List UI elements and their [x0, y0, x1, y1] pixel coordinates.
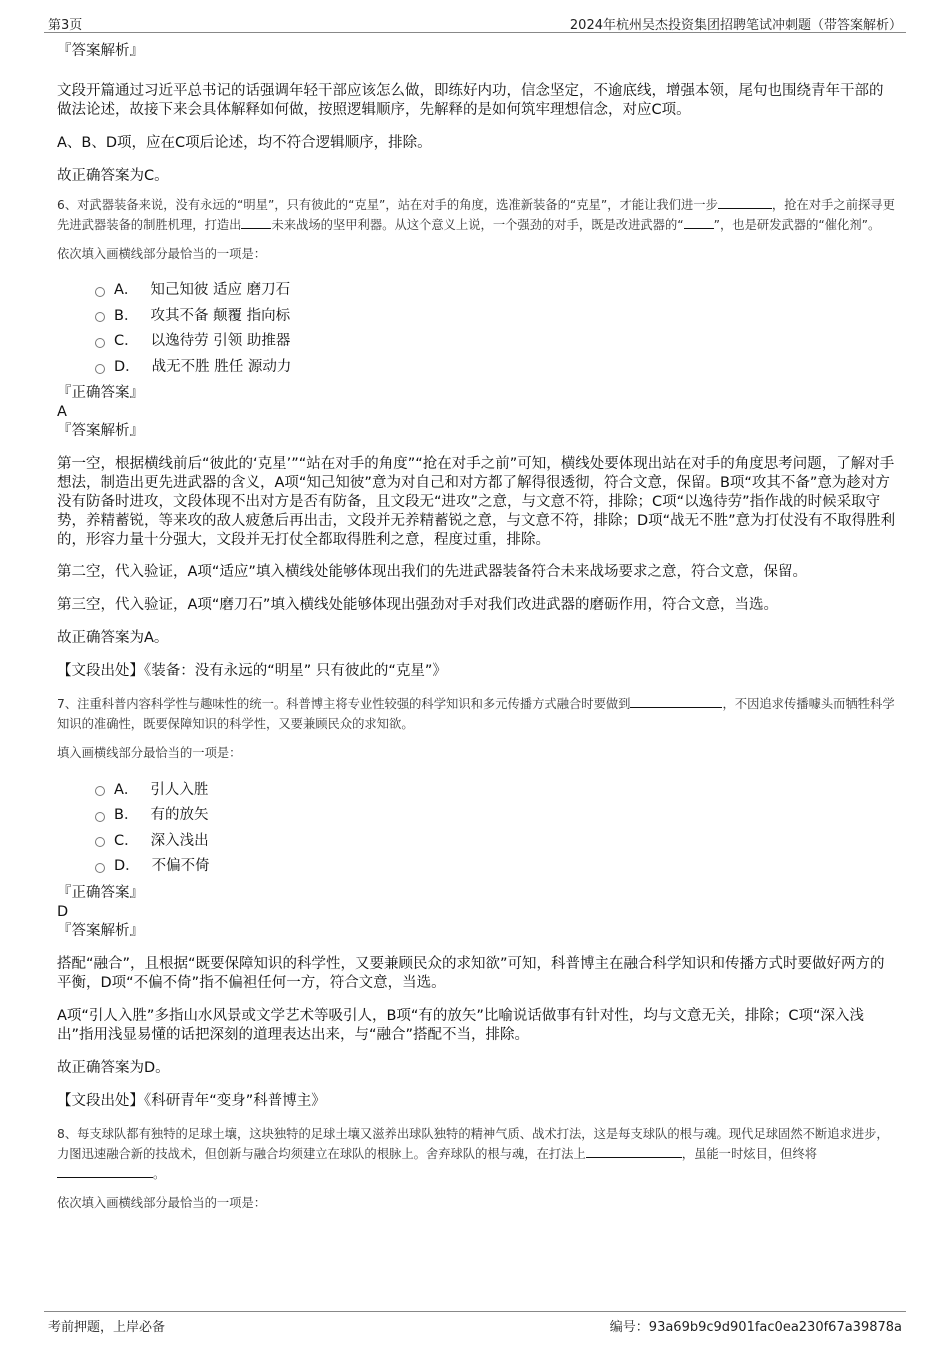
answer-blank: [684, 216, 714, 229]
answer-blank: [718, 196, 772, 209]
analysis-label: 『答案解析』: [57, 423, 144, 440]
page-header: [44, 12, 906, 33]
question-prompt: 填入画横线部分最恰当的一项是：: [57, 746, 242, 761]
page-footer: [44, 1311, 906, 1336]
page-number: 第3页: [48, 18, 83, 33]
question-7-stem: 7、注重科普内容科学性与趣味性的统一。科普博主将专业性较强的科学知识和多元传播方式融合时要做到 ，不因追求传播噱头而牺牲科学知识的准确性，既要保障知识的科学性，又要兼顾民众的求知欲。: [57, 697, 895, 732]
option-c[interactable]: C． 以逸待劳 引领 助推器: [95, 327, 897, 353]
analysis-paragraph: A、B、D项，应在C项后论述，均不符合逻辑顺序，排除。: [57, 135, 432, 151]
option-a[interactable]: A． 引人入胜: [95, 775, 897, 801]
analysis-paragraph: 搭配“融合”，且根据“既要保障知识的科学性，又要兼顾民众的求知欲”可知，科普博主在融合科学知识和传播方式时要做好两方的平衡，D项“不偏不倚”指不偏袒任何一方，符合文意，当选。: [57, 955, 885, 991]
correct-answer-label: 『正确答案』: [57, 385, 144, 402]
radio-icon[interactable]: [95, 786, 105, 796]
analysis-label: 『答案解析』: [57, 43, 144, 59]
source-citation: 【文段出处】《装备：没有永远的“明星” 只有彼此的“克星”》: [57, 663, 447, 680]
radio-icon[interactable]: [95, 338, 105, 348]
radio-icon[interactable]: [95, 312, 105, 322]
analysis-paragraph: 第二空，代入验证，A项“适应”填入横线处能够体现出我们的先进武器装备符合未来战场要求之意，符合文意，保留。: [57, 564, 807, 581]
option-c[interactable]: C． 深入浅出: [95, 827, 897, 853]
option-d[interactable]: D． 不偏不倚: [95, 852, 897, 878]
final-answer: 故正确答案为A。: [57, 630, 169, 647]
radio-icon[interactable]: [95, 287, 105, 297]
radio-icon[interactable]: [95, 364, 105, 374]
analysis-paragraph: 第三空，代入验证，A项“磨刀石”填入横线处能够体现出强劲对手对我们改进武器的磨砺作用，符合文意，当选。: [57, 597, 778, 614]
analysis-paragraph: A项“引人入胜”多指山水风景或文学艺术等吸引人，B项“有的放矢”比喻说话做事有针对性，均与文意无关，排除；C项“深入浅出”指用浅显易懂的话把深刻的道理表达出来，与“融合”搭配不当，排除。: [57, 1007, 865, 1043]
radio-icon[interactable]: [95, 863, 105, 873]
source-citation: 【文段出处】《科研青年“变身”科普博主》: [57, 1092, 326, 1109]
correct-answer-label: 『正确答案』: [57, 884, 144, 901]
question-8-stem: 8、每支球队都有独特的足球土壤，这块独特的足球土壤又滋养出球队独特的精神气质、战术打法，这是每支球队的根与魂。现代足球固然不断追求进步，力图迅速融合新的技战术，但创新与融合均须建立在球队的根脉上。舍弃球队的根与魂，在打法上 ，虽能一时炫目，但终将。: [57, 1126, 889, 1181]
option-a[interactable]: A． 知己知彼 适应 磨刀石: [95, 276, 897, 302]
analysis-paragraph: 第一空，根据横线前后“彼此的‘克星’”“站在对手的角度”“抢在对手之前”可知，横线处要体现出站在对手的角度思考问题，了解对手想法，制造出更先进武器的含义，A项“知己知彼”意为对自己和对方都了解得很透彻，符合文意，保留。B项“攻其不备”意为趁对方没有防备时进攻，文段体现不出对方是否有防备，且文段无“进攻”之意，与文意不符，排除；C项“以逸待劳”指作战的时候采取守势，养精蓄锐，等来攻的敌人疲惫后再出击，文段并无养精蓄锐之意，与文意不符，排除；D项“战无不胜”意为打仗没有不取得胜利的，形容力量十分强大，文段并无打仗全都取得胜利之意，程度过重，排除。: [57, 456, 896, 549]
analysis-label: 『答案解析』: [57, 922, 144, 939]
footer-slogan: 考前押题，上岸必备: [48, 1320, 166, 1335]
answer-blank: [241, 216, 271, 229]
option-d[interactable]: D． 战无不胜 胜任 源动力: [95, 353, 897, 379]
answer-blank: [630, 695, 722, 708]
serial-number: 编号：93a69b9c9d901fac0ea230f67a39878a: [609, 1320, 902, 1335]
question-prompt: 依次填入画横线部分最恰当的一项是：: [57, 1195, 267, 1210]
option-b[interactable]: B． 有的放矢: [95, 801, 897, 827]
correct-answer: D: [57, 903, 69, 920]
question-6-stem: 6、对武器装备来说，没有永远的“明星”，只有彼此的“克星”，站在对手的角度，选准新装备的“克星”，才能让我们进一步 ，抢在对手之前探寻更先进武器装备的制胜机理，打造出 未来战场的坚甲利器。从这个意义上说，一个强劲的对手，既是改进武器的“ ”，也是研发武器的“催化剂”。: [57, 198, 895, 232]
radio-icon[interactable]: [95, 837, 105, 847]
document-title: 2024年杭州吴杰投资集团招聘笔试冲刺题（带答案解析）: [569, 18, 902, 33]
question-6-options: [57, 276, 897, 378]
option-b[interactable]: B． 攻其不备 颠覆 指向标: [95, 302, 897, 328]
analysis-paragraph: 文段开篇通过习近平总书记的话强调年轻干部应该怎么做，即练好内功，信念坚定，不逾底线，增强本领，尾句也围绕青年干部的做法论述，故接下来会具体解释如何做，按照逻辑顺序，先解释的是如何筑牢理想信念，对应C项。: [57, 83, 884, 118]
radio-icon[interactable]: [95, 812, 105, 822]
answer-blank: [57, 1165, 153, 1178]
final-answer: 故正确答案为C。: [57, 168, 169, 184]
page-content: [57, 42, 897, 1213]
correct-answer: A: [57, 404, 67, 421]
question-7-options: [57, 775, 897, 877]
question-prompt: 依次填入画横线部分最恰当的一项是：: [57, 247, 267, 261]
final-answer: 故正确答案为D。: [57, 1059, 170, 1076]
answer-blank: [586, 1145, 682, 1158]
